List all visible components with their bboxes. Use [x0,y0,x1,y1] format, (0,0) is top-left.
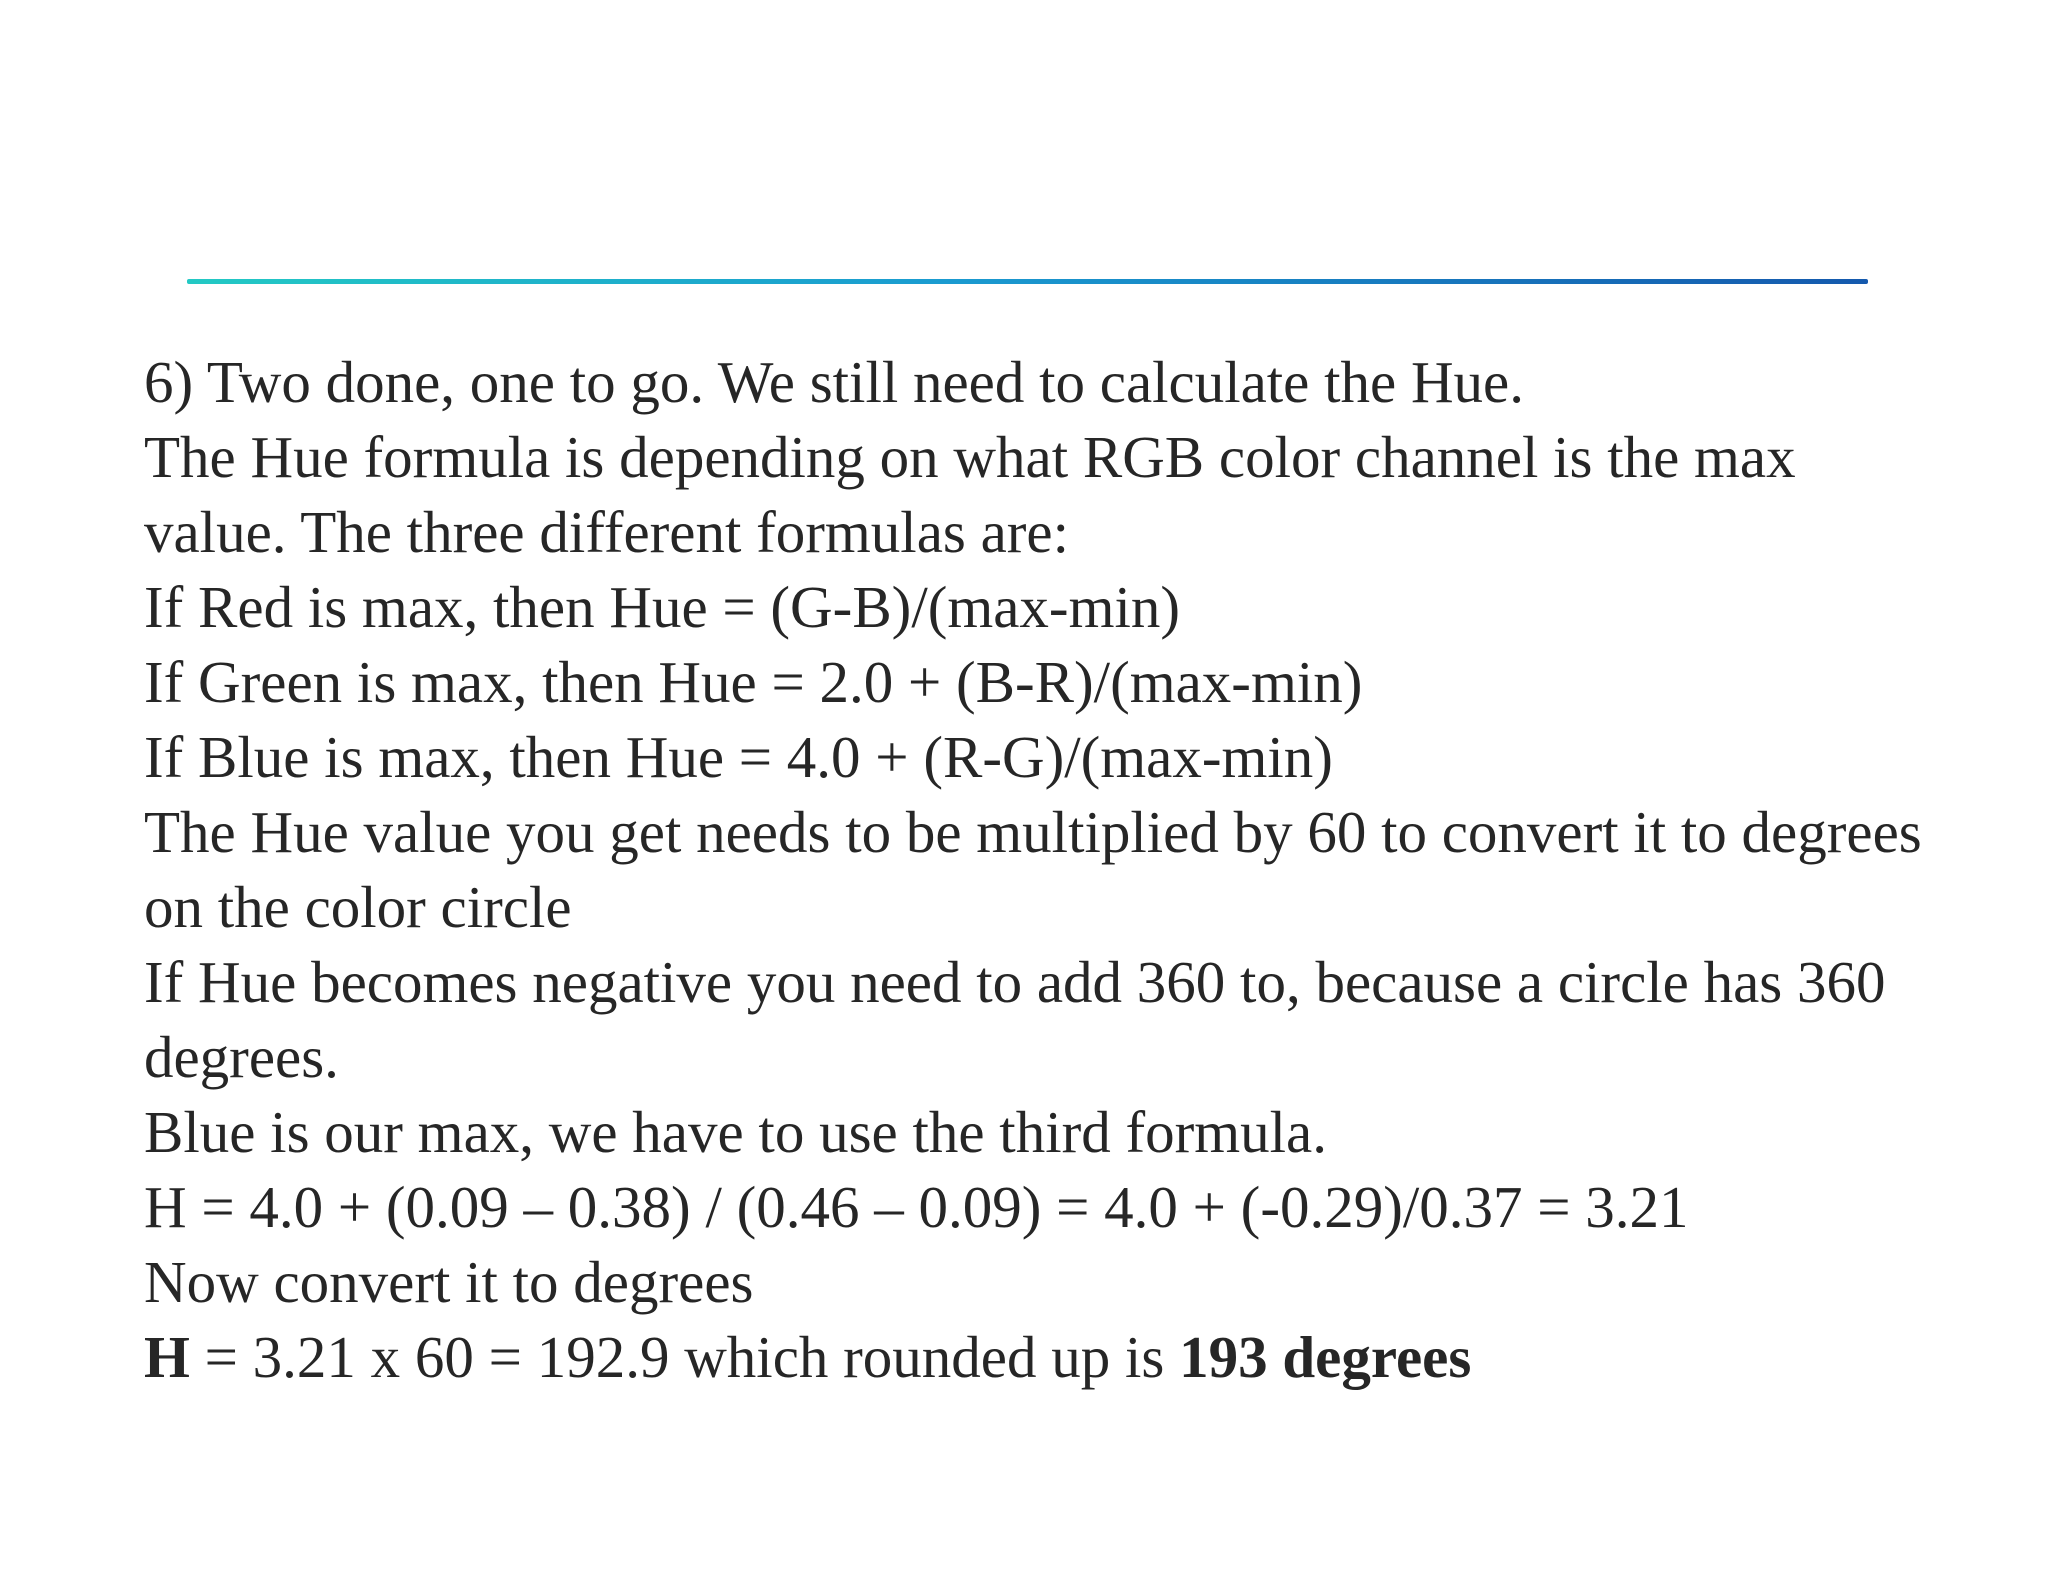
blue-max-statement: Blue is our max, we have to use the third formula. [144,1099,1327,1165]
convert-degrees-note: Now convert it to degrees [144,1249,754,1315]
accent-divider-line [187,279,1868,284]
final-result-degrees: 193 degrees [1179,1324,1472,1390]
hue-calculation: H = 4.0 + (0.09 – 0.38) / (0.46 – 0.09) = 4.0 + (-0.29)/0.37 = 3.21 [144,1174,1689,1240]
final-result-equation: = 3.21 x 60 = 192.9 which rounded up is [189,1324,1180,1390]
step-heading: 6) Two done, one to go. We still need to calculate the Hue. [144,349,1524,415]
red-max-formula: If Red is max, then Hue = (G-B)/(max-min) [144,574,1181,640]
green-max-formula: If Green is max, then Hue = 2.0 + (B-R)/(max-min) [144,649,1363,715]
hue-formula-intro: The Hue formula is depending on what RGB color channel is the max value. The three different formulas are: [144,424,1796,565]
negative-hue-note: If Hue becomes negative you need to add 360 to, because a circle has 360 degrees. [144,949,1886,1090]
final-result-line [144,1320,1924,1395]
final-result-symbol: H [144,1324,190,1390]
blue-max-formula: If Blue is max, then Hue = 4.0 + (R-G)/(max-min) [144,724,1333,790]
slide-body-text [144,345,1924,1395]
degrees-conversion-note: The Hue value you get needs to be multiplied by 60 to convert it to degrees on the color circle [144,799,1922,940]
